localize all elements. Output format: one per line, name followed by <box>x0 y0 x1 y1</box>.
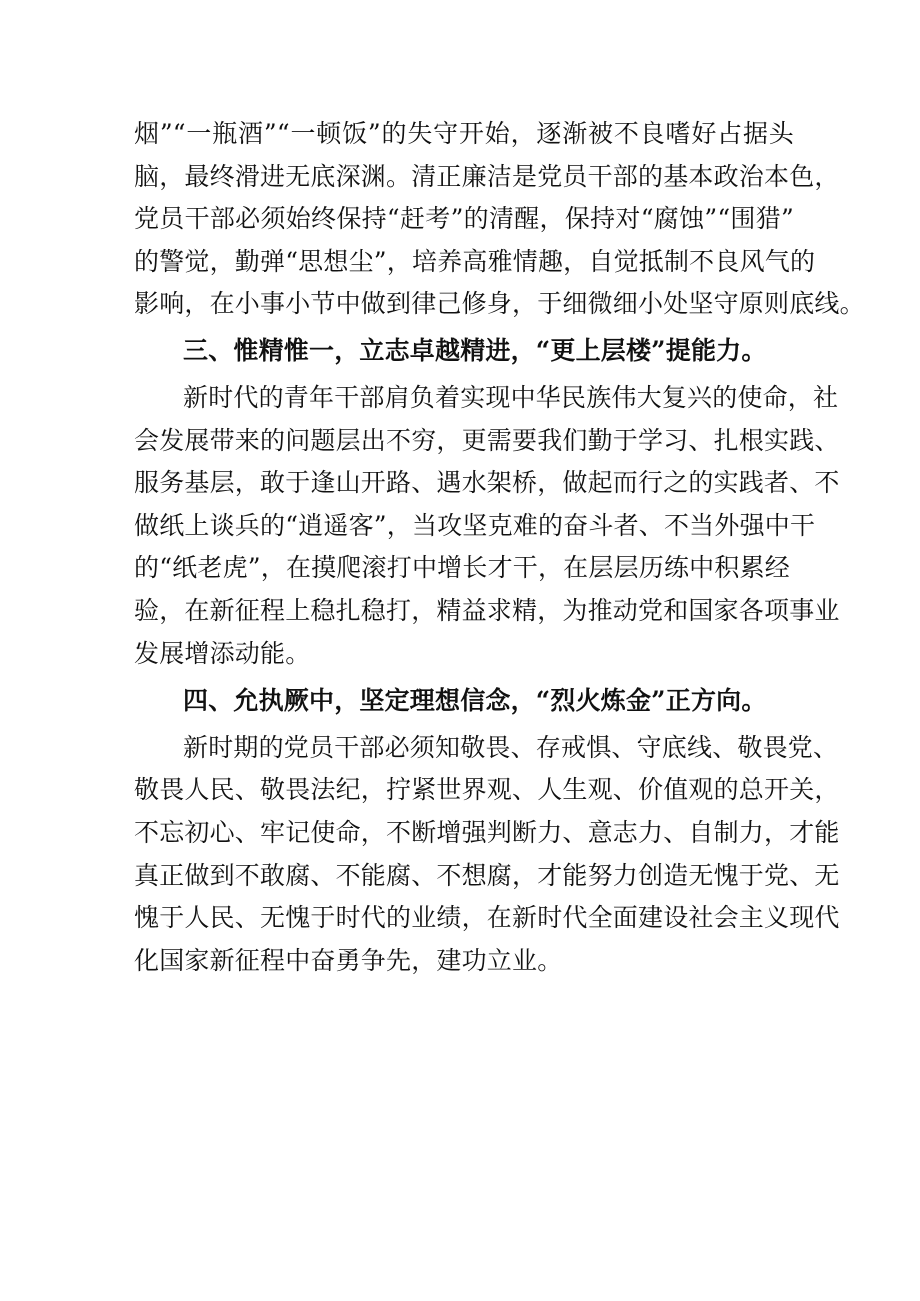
body-text-line: 化国家新征程中奋勇争先，建功立业。 <box>134 946 563 975</box>
body-text-line: 验，在新征程上稳扎稳打，精益求精，为推动党和国家各项事业 <box>134 596 840 625</box>
body-text-line: 影响，在小事小节中做到律己修身，于细微细小处坚守原则底线。 <box>134 289 865 318</box>
section-heading-4: 四、允执厥中，坚定理想信念，“烈火炼金”正方向。 <box>183 686 767 715</box>
body-text-line: 不忘初心、牢记使命，不断增强判断力、意志力、自制力，才能 <box>134 818 840 847</box>
body-text-line: 新时期的党员干部必须知敬畏、存戒惧、守底线、敬畏党、 <box>183 733 839 762</box>
body-text-line: 做纸上谈兵的“逍遥客”，当攻坚克难的奋斗者、不当外强中干 <box>134 511 816 540</box>
body-text-line: 脑，最终滑进无底深渊。清正廉洁是党员干部的基本政治本色， <box>134 162 840 191</box>
section-heading-3: 三、惟精惟一，立志卓越精进，“更上层楼”提能力。 <box>183 336 767 365</box>
body-text-line: 的警觉，勤弹“思想尘”，培养高雅情趣，自觉抵制不良风气的 <box>134 247 816 276</box>
body-text-line: 发展增添动能。 <box>134 639 311 668</box>
body-text-line: 愧于人民、无愧于时代的业绩，在新时代全面建设社会主义现代 <box>134 903 840 932</box>
body-text-line: 真正做到不敢腐、不能腐、不想腐，才能努力创造无愧于党、无 <box>134 861 840 890</box>
body-text-line: 党员干部必须始终保持“赶考”的清醒，保持对“腐蚀”“围猎” <box>134 204 794 233</box>
body-text-line: 敬畏人民、敬畏法纪，拧紧世界观、人生观、价值观的总开关， <box>134 775 840 804</box>
body-text-line: 的“纸老虎”，在摸爬滚打中增长才干，在层层历练中积累经 <box>134 553 790 582</box>
body-text-line: 服务基层，敢于逢山开路、遇水架桥，做起而行之的实践者、不 <box>134 468 840 497</box>
body-text-line: 会发展带来的问题层出不穷，更需要我们勤于学习、扎根实践、 <box>134 426 840 455</box>
body-text-line: 烟”“一瓶酒”“一顿饭”的失守开始，逐渐被不良嗜好占据头 <box>134 119 794 148</box>
body-text-line: 新时代的青年干部肩负着实现中华民族伟大复兴的使命，社 <box>183 383 839 412</box>
